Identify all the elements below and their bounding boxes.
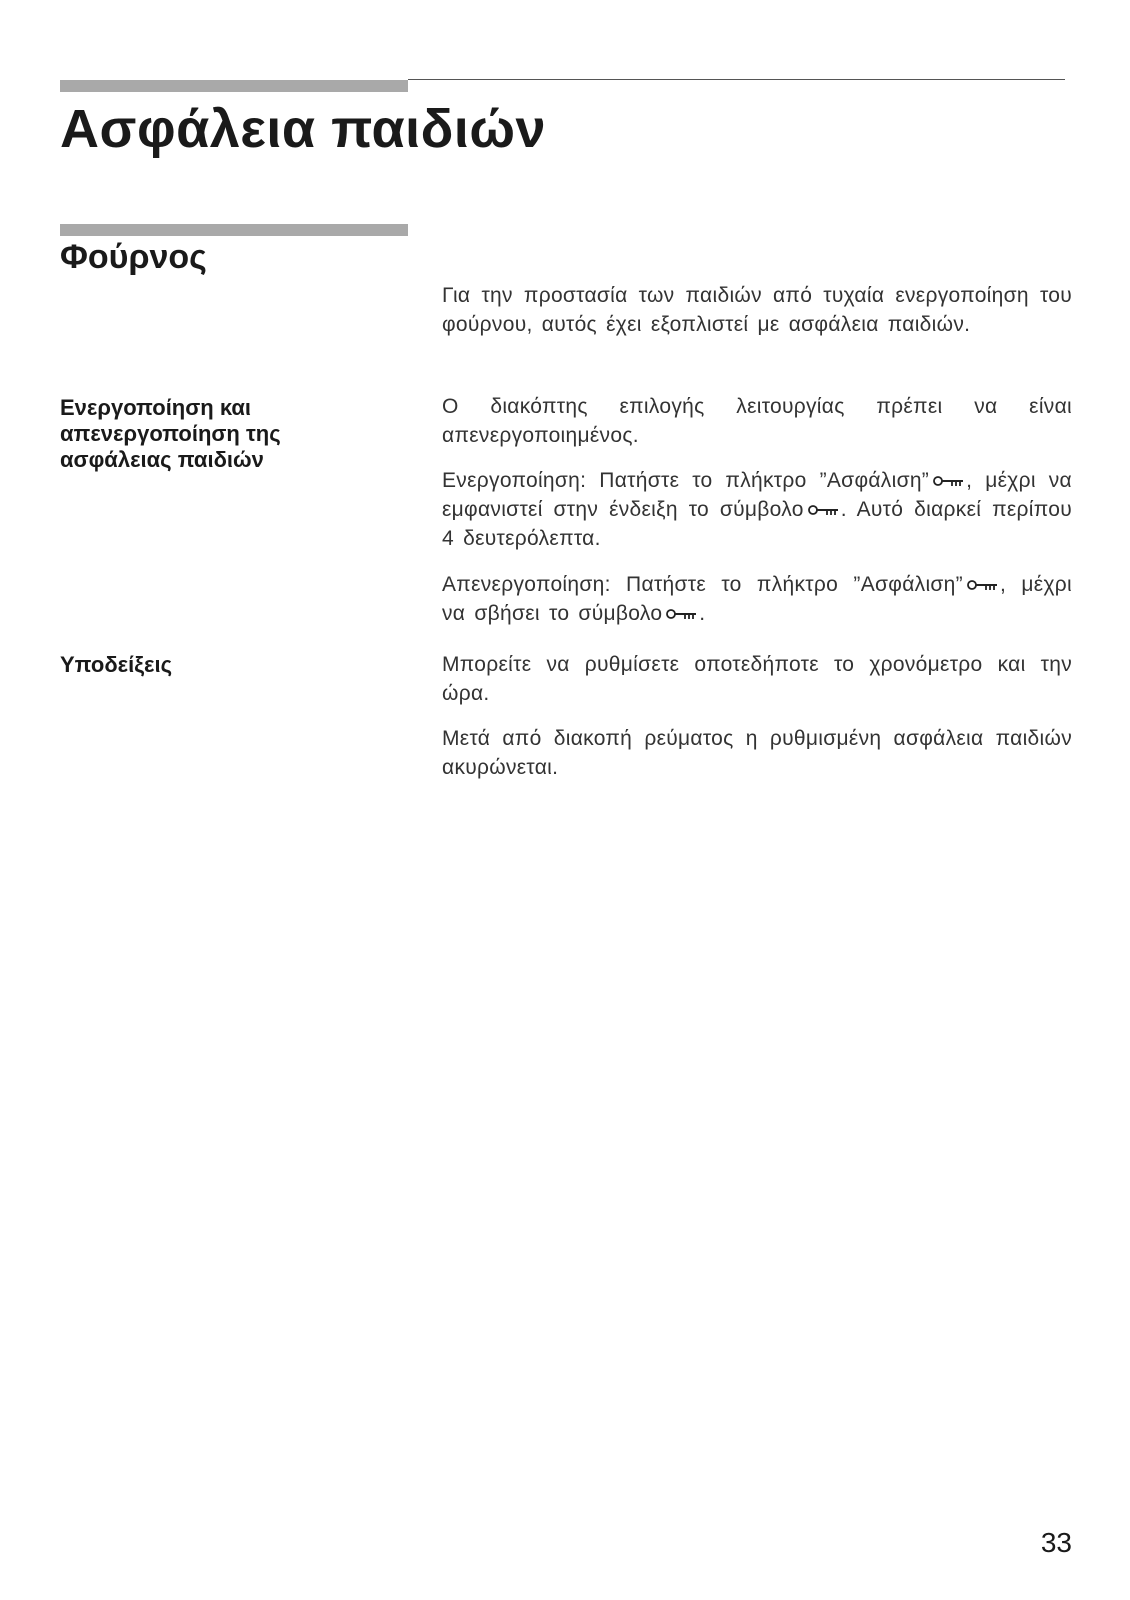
title-rule: [408, 79, 1065, 80]
enable-paragraph: [442, 466, 1072, 553]
disable-text-3: .: [699, 602, 706, 625]
disable-text-2: , μέχρι να σβήσει το σύμβολο: [442, 573, 1072, 625]
tip-paragraph-1: Μπορείτε να ρυθμίσετε οποτεδήποτε το χρονόμετρο και την ώρα.: [442, 653, 1072, 705]
intro-paragraph: Για την προστασία των παιδιών από τυχαία ενεργοποίηση του φούρνου, αυτός έχει εξοπλιστεί με ασφάλεια παιδιών.: [442, 284, 1072, 336]
key-icon: [666, 607, 698, 621]
hints-heading: Υποδείξεις: [60, 652, 173, 677]
key-icon: [933, 474, 965, 488]
section-title: Φούρνος: [60, 238, 207, 276]
tip-paragraph-2: Μετά από διακοπή ρεύματος η ρυθμισμένη ασφάλεια παιδιών ακυρώνεται.: [442, 727, 1072, 779]
key-icon: [808, 503, 840, 517]
enable-text-3: . Αυτό διαρκεί περίπου 4 δευτερόλεπτα.: [442, 498, 1073, 550]
enable-text-2: , μέχρι να εμφανιστεί στην ένδειξη το σύμβολο: [442, 469, 1072, 521]
key-icon: [967, 578, 999, 592]
disable-paragraph: [442, 570, 1072, 628]
activation-heading: Ενεργοποίηση και απενεργοποίηση της ασφάλειας παιδιών: [60, 395, 281, 472]
section-accent-bar: [60, 224, 408, 236]
disable-text-1: Απενεργοποίηση: Πατήστε το πλήκτρο ”Ασφάλιση”: [442, 573, 963, 596]
page-title: Ασφάλεια παιδιών: [60, 99, 547, 159]
precondition-paragraph: Ο διακόπτης επιλογής λειτουργίας πρέπει να είναι απενεργοποιημένος.: [442, 395, 1072, 447]
title-accent-bar: [60, 80, 408, 92]
page-number: 33: [1040, 1527, 1072, 1558]
enable-text-1: Ενεργοποίηση: Πατήστε το πλήκτρο ”Ασφάλιση”: [442, 469, 930, 492]
